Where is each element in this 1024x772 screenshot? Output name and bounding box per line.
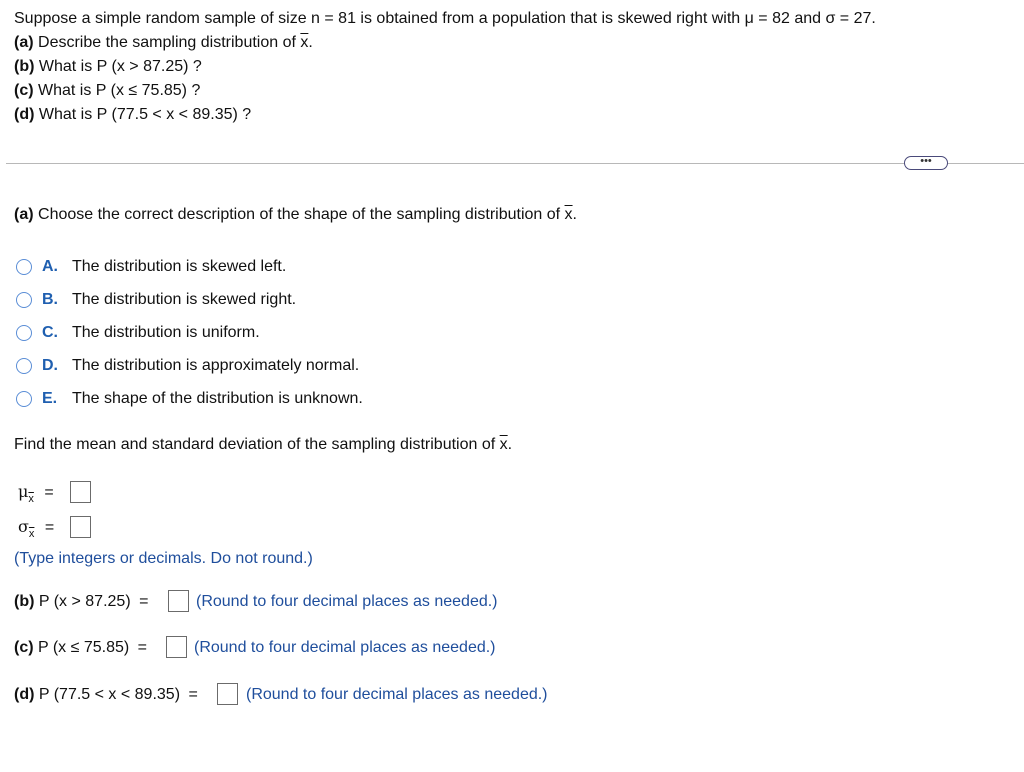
option-e-text: The shape of the distribution is unknown. xyxy=(72,390,363,407)
part-a-prompt-var: $\overline{x}$ xyxy=(564,206,573,223)
sigma-symbol: σ xyxy=(18,517,29,536)
sigma-sub: x xyxy=(28,528,35,540)
answer-c-row xyxy=(14,639,147,657)
part-d-expr: (77.5 < x < 89.35) xyxy=(111,106,238,123)
part-d-label: (d) xyxy=(14,106,35,123)
option-b-text: The distribution is skewed right. xyxy=(72,291,297,308)
answer-d-equals: = xyxy=(188,686,198,703)
sigma-xbar-input[interactable] xyxy=(70,516,91,538)
option-d-text: The distribution is approximately normal. xyxy=(72,357,360,374)
question-part-a xyxy=(14,34,313,52)
option-e-radio[interactable] xyxy=(16,391,32,407)
answer-c-equals: = xyxy=(137,639,148,656)
option-e-letter: E. xyxy=(42,390,58,407)
option-c-radio[interactable] xyxy=(16,325,32,341)
mean-sd-prompt-text: Find the mean and standard deviation of the sampling distribution of xyxy=(14,436,496,453)
part-a-prompt-text: Choose the correct description of the shape of the sampling distribution of xyxy=(38,206,561,223)
option-d-letter: D. xyxy=(42,357,58,374)
part-a-label: (a) xyxy=(14,34,34,51)
mu-symbol: μ xyxy=(18,482,29,501)
part-c-text: What is P xyxy=(38,82,107,99)
question-intro: Suppose a simple random sample of size n = 81 is obtained from a population that is skewed right with μ = 82 and σ = 27. xyxy=(14,10,876,27)
section-divider xyxy=(6,163,1024,164)
more-options-button[interactable]: ••• xyxy=(904,156,948,170)
question-part-c xyxy=(14,82,200,100)
answer-b-label: (b) xyxy=(14,593,35,610)
answer-d-input[interactable] xyxy=(217,683,238,705)
mean-sd-prompt xyxy=(14,436,512,454)
part-d-text: What is P xyxy=(38,106,108,123)
sigma-xbar-label xyxy=(18,517,55,540)
part-b-text: What is P xyxy=(38,58,108,75)
answer-d-expr: P (77.5 < x < 89.35) xyxy=(38,686,181,703)
option-a-radio[interactable] xyxy=(16,259,32,275)
question-part-d xyxy=(14,106,251,124)
answer-c-hint: (Round to four decimal places as needed.) xyxy=(194,639,496,656)
part-b-end: ? xyxy=(192,58,202,75)
answer-b-row xyxy=(14,593,148,611)
part-a-end: . xyxy=(308,34,313,51)
part-c-expr: (x ≤ 75.85) xyxy=(110,82,188,99)
option-c-letter: C. xyxy=(42,324,58,341)
mu-sub: x xyxy=(28,493,34,505)
answer-c-expr: P (x ≤ 75.85) xyxy=(38,639,130,656)
mu-equals: = xyxy=(44,484,54,501)
option-d-radio[interactable] xyxy=(16,358,32,374)
part-a-prompt xyxy=(14,206,577,224)
part-d-end: ? xyxy=(242,106,252,123)
answer-d-hint: (Round to four decimal places as needed.) xyxy=(246,686,548,703)
option-a-text: The distribution is skewed left. xyxy=(72,258,287,275)
mu-xbar-label xyxy=(18,482,54,505)
mean-sd-prompt-end: . xyxy=(507,436,513,453)
option-c-text: The distribution is uniform. xyxy=(72,324,260,341)
part-b-expr: (x > 87.25) xyxy=(111,58,189,75)
answer-b-input[interactable] xyxy=(168,590,189,612)
part-a-prompt-label: (a) xyxy=(14,206,34,223)
answer-d-row xyxy=(14,686,198,704)
answer-d-label: (d) xyxy=(14,686,35,703)
answer-c-label: (c) xyxy=(14,639,34,656)
answer-c-input[interactable] xyxy=(166,636,187,658)
question-part-b xyxy=(14,58,202,76)
mu-xbar-input[interactable] xyxy=(70,481,91,503)
part-a-prompt-end: . xyxy=(572,206,577,223)
mean-sd-hint: (Type integers or decimals. Do not round.) xyxy=(14,550,313,567)
answer-b-equals: = xyxy=(139,593,149,610)
part-c-label: (c) xyxy=(14,82,34,99)
option-b-letter: B. xyxy=(42,291,58,308)
part-b-label: (b) xyxy=(14,58,35,75)
option-b-radio[interactable] xyxy=(16,292,32,308)
part-c-end: ? xyxy=(191,82,201,99)
part-a-var: $\overline{x}$ xyxy=(300,34,309,51)
option-a-letter: A. xyxy=(42,258,58,275)
part-a-text: Describe the sampling distribution of xyxy=(38,34,296,51)
sigma-equals: = xyxy=(44,519,55,536)
answer-b-expr: P (x > 87.25) xyxy=(38,593,131,610)
answer-b-hint: (Round to four decimal places as needed.) xyxy=(196,593,498,610)
mean-sd-prompt-var: $\overline{x}$ xyxy=(499,436,508,453)
